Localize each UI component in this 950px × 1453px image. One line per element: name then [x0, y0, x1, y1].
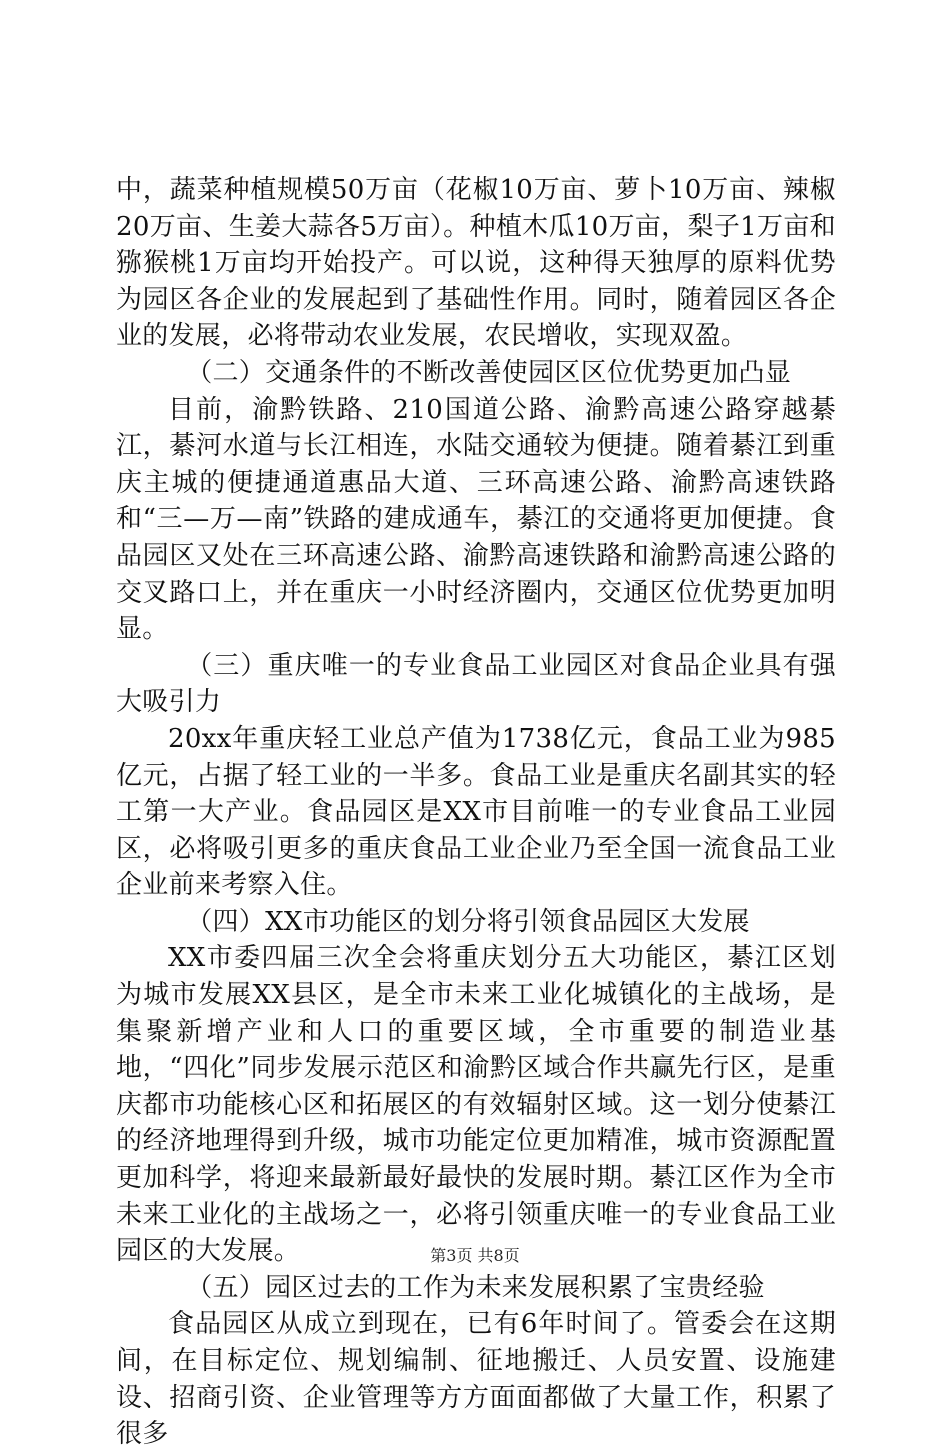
section-heading-3: （三）重庆唯一的专业食品工业园区对食品企业具有强大吸引力 — [116, 650, 836, 718]
paragraph-food-industry: 20xx年重庆轻工业总产值为1738亿元，食品工业为985亿元，占据了轻工业的一半多。食品工业是重庆名副其实的轻工第一大产业。食品园区是XX市目前唯一的专业食品工业园区，必将吸引更多的重庆食品工业企业乃至全国一流食品工业企业前来考察入住。 — [116, 723, 836, 901]
section-heading-4: （四）XX市功能区的划分将引领食品园区大发展 — [186, 906, 750, 937]
paragraph-experience: 食品园区从成立到现在，已有6年时间了。管委会在这期间，在目标定位、规划编制、征地搬迁、人员安置、设施建设、招商引资、企业管理等方方面面都做了大量工作，积累了很多 — [116, 1309, 836, 1450]
section-heading-5: （五）园区过去的工作为未来发展积累了宝贵经验 — [186, 1272, 765, 1303]
page-number-footer: 第3页 共8页 — [430, 1246, 520, 1265]
paragraph-functional-zones: XX市委四届三次全会将重庆划分五大功能区，綦江区划为城市发展XX县区，是全市未来工业化城镇化的主战场，是集聚新增产业和人口的重要区域，全市重要的制造业基地，“四化”同步发展示范区和渝黔区域合作共赢先行区，是重庆都市功能核心区和拓展区的有效辐射区域。这一划分使綦江的经济地理得到升级，城市功能定位更加精准，城市资源配置更加科学，将迎来最新最好最快的发展时期。綦江区作为全市未来工业化的主战场之一，必将引领重庆唯一的专业食品工业园区的大发展。 — [116, 943, 836, 1267]
paragraph-transport: 目前，渝黔铁路、210国道公路、渝黔高速公路穿越綦江，綦河水道与长江相连，水陆交通较为便捷。随着綦江到重庆主城的便捷通道惠品大道、三环高速公路、渝黔高速铁路和“三—万—南”铁路的建成通车，綦江的交通将更加便捷。食品园区又处在三环高速公路、渝黔高速铁路和渝黔高速公路的交叉路口上，并在重庆一小时经济圈内，交通区位优势更加明显。 — [116, 394, 836, 645]
section-heading-2: （二）交通条件的不断改善使园区区位优势更加凸显 — [186, 357, 792, 388]
paragraph-continued: 中，蔬菜种植规模50万亩（花椒10万亩、萝卜10万亩、辣椒20万亩、生姜大蒜各5万亩）。种植木瓜10万亩，梨子1万亩和猕猴桃1万亩均开始投产。可以说，这种得天独厚的原料优势为园区各企业的发展起到了基础性作用。同时，随着园区各企业的发展，必将带动农业发展，农民增收，实现双盈。 — [116, 175, 836, 352]
